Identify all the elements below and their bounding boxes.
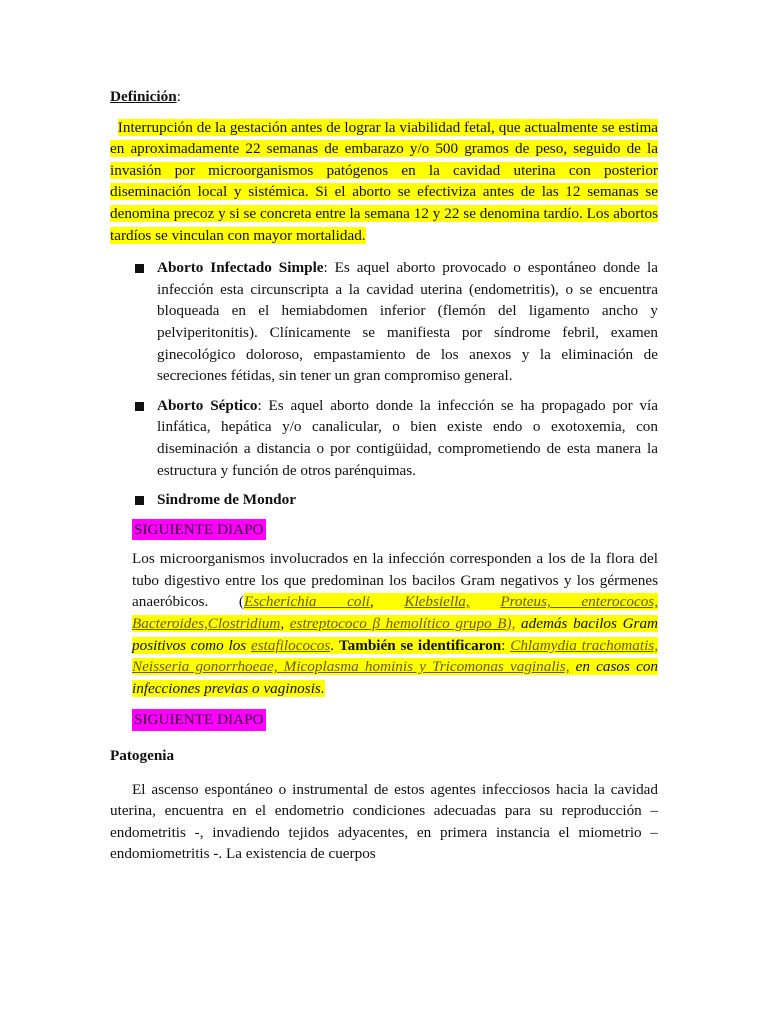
patogenia-paragraph: El ascenso espontáneo o instrumental de estos agentes infecciosos hacia la cavidad uterina, encuentra en el endometrio condiciones adecuadas para su reproducción – endometritis -, invadiendo tejidos adyacentes, en primera instancia el miometrio – endomiometritis -. La existencia de cuerpos bbox=[110, 780, 658, 863]
link-bacteroides[interactable]: Bacteroides, bbox=[132, 615, 208, 633]
micro-casos: en casos con infecciones previas o vaginosis. bbox=[132, 658, 659, 697]
link-escherichia-coli[interactable]: Escherichia coli bbox=[243, 593, 370, 611]
definition-heading bbox=[110, 86, 658, 108]
square-bullet-icon bbox=[135, 264, 144, 273]
list-item-aborto-septico bbox=[157, 395, 658, 481]
link-estreptococo[interactable]: estreptococo β hemolítico grupo B), bbox=[289, 615, 516, 633]
siguiente-diapo-label-1 bbox=[110, 519, 658, 541]
definition-colon: : bbox=[176, 88, 181, 105]
siguiente-diapo-text: SIGUIENTE DIAPO bbox=[132, 709, 266, 731]
patogenia-heading: Patogenia bbox=[110, 747, 175, 765]
bullet-list bbox=[110, 257, 658, 511]
micro-intro: Los microorganismos involucrados en la infección corresponden a los de la flora del tubo digestivo entre los que predominan los bacilos Gram negativos y los gérmenes anaeróbicos. ( bbox=[132, 550, 658, 611]
definition-paragraph bbox=[110, 117, 658, 247]
link-chlamydia[interactable]: Chlamydia trachomatis, Neisseria gonorrhoeae, Micoplasma hominis y Tricomonas vaginalis, bbox=[132, 636, 659, 676]
square-bullet-icon bbox=[135, 402, 144, 411]
micro-tambien: También se identificaron bbox=[338, 636, 502, 654]
micro-sep: , bbox=[369, 593, 405, 611]
bullet-term: Aborto Séptico bbox=[157, 396, 258, 414]
list-item-sindrome-mondor bbox=[157, 489, 658, 511]
micro-ademas: además bacilos Gram positivos como los bbox=[132, 615, 659, 654]
micro-colon: : bbox=[501, 636, 511, 654]
siguiente-diapo-text: SIGUIENTE DIAPO bbox=[132, 519, 266, 541]
micro-sep: , bbox=[280, 615, 290, 633]
square-bullet-icon bbox=[135, 496, 144, 505]
bullet-term: Aborto Infectado Simple bbox=[157, 259, 324, 277]
link-proteus[interactable]: Proteus, enterococos, bbox=[500, 593, 659, 611]
link-klebsiella[interactable]: Klebsiella, bbox=[404, 593, 470, 611]
link-clostridium[interactable]: Clostridium bbox=[207, 615, 281, 633]
micro-period: . bbox=[330, 636, 339, 654]
definition-title: Definición bbox=[110, 88, 177, 105]
bullet-text: : Es aquel aborto provocado o espontáneo donde la infección esta circunscripta a la cavidad uterina (endometritis), o se encuentra bloqueada en el hemiabdomen inferior (flemón del ligamento ancho y pelviperitonitis). Clínicamente se manifiesta por síndrome febril, examen ginecológico doloroso, empastamiento de los anexos y la eliminación de secreciones fétidas, sin tener un gran compromiso general. bbox=[157, 259, 658, 385]
definition-text: Interrupción de la gestación antes de lograr la viabilidad fetal, que actualmente se estima en aproximadamente 22 semanas de embarazo y/o 500 gramos de peso, seguido de la invasión por microorganismos patógenos en la cavidad uterina con posterior diseminación local y sistémica. Si el aborto se efectiviza antes de las 12 semanas se denomina precoz y si se concreta entre la semana 12 y 22 se denomina tardío. Los abortos tardíos se vinculan con mayor mortalidad. bbox=[110, 118, 659, 244]
siguiente-diapo-label-2 bbox=[110, 709, 658, 731]
bullet-text: : Es aquel aborto donde la infección se ha propagado por vía linfática, hepática y/o canalicular, o bien existe endo o exotoxemia, con diseminación a distancia o por contigüidad, comprometiendo de esta manera la estructura y función de otros parénquimas. bbox=[157, 396, 658, 479]
bullet-term: Sindrome de Mondor bbox=[157, 491, 296, 509]
link-estafilococos[interactable]: estafilococos bbox=[250, 636, 331, 654]
micro-sep bbox=[470, 593, 501, 610]
microorganisms-paragraph bbox=[110, 548, 658, 699]
list-item-aborto-infectado-simple bbox=[157, 257, 658, 387]
